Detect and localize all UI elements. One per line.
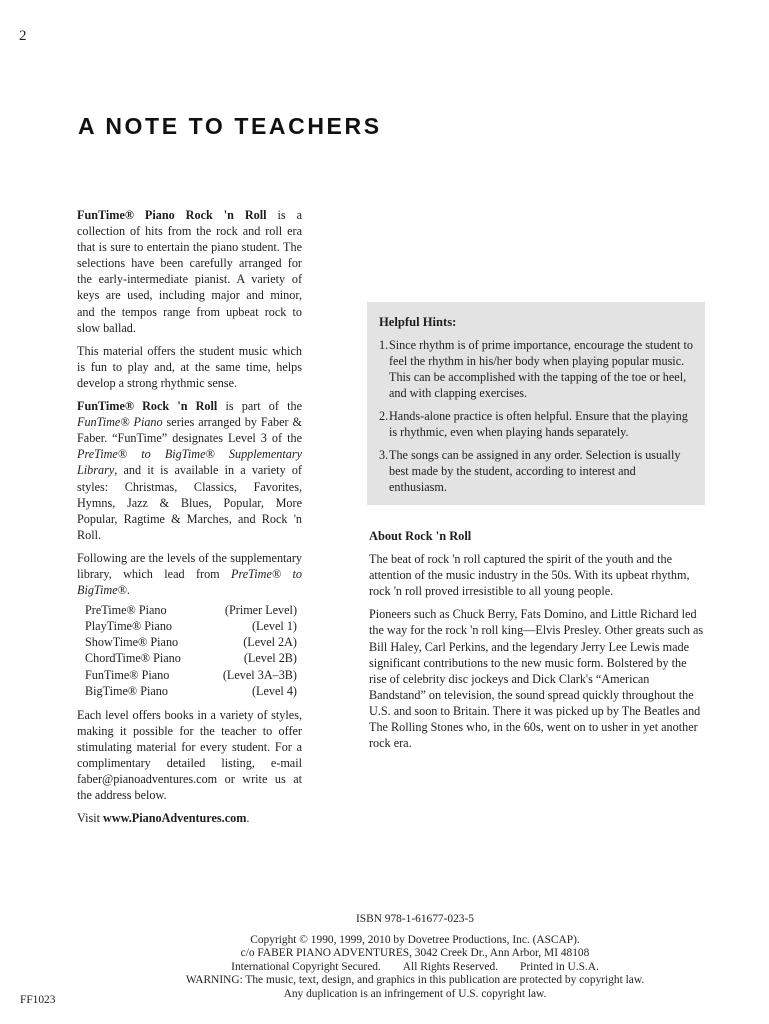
visit-paragraph <box>77 810 302 826</box>
copyright-footer <box>150 913 680 1002</box>
level-row <box>85 667 297 683</box>
levels-intro-a: Following are the levels of the supplementary library, which lead from <box>77 550 302 581</box>
hint-number: 1. <box>379 338 389 352</box>
intro-paragraph <box>77 207 302 336</box>
level-row <box>85 602 297 618</box>
intro-text: is a collection of hits from the rock and roll era that is sure to entertain the piano student. The selections have been carefully arranged for the early-intermediate pianist. A variety of keys are used, including major and minor, and the tempos range from upbeat rock to slow ballad. <box>77 208 302 335</box>
level-value: (Level 2B) <box>243 651 297 666</box>
hint-number: 2. <box>379 409 389 423</box>
left-column <box>77 207 302 833</box>
copyright-line: Copyright © 1990, 1999, 2010 by Dovetree Productions, Inc. (ASCAP). <box>250 933 580 946</box>
helpful-hints-box <box>367 302 705 505</box>
level-name: FunTime® Piano <box>85 667 170 682</box>
page-number: 2 <box>19 28 27 44</box>
duplication-line: Any duplication is an infringement of U.S. copyright law. <box>283 987 547 1000</box>
hint-number: 3. <box>379 448 389 462</box>
series-text-b: series arranged by Faber & Faber. “FunTime” designates Level 3 of the <box>77 415 302 446</box>
series-paragraph <box>77 398 302 543</box>
visit-text: Visit <box>77 811 104 826</box>
rights-line <box>150 961 680 975</box>
level-name: ChordTime® Piano <box>85 651 181 666</box>
level-value: (Primer Level) <box>224 603 297 618</box>
levels-intro-italic: PreTime® to BigTime® <box>77 566 302 598</box>
books-paragraph: Each level offers books in a variety of styles, making it possible for the teacher to offer stimulating material for every student. For a complimentary detailed listing, e-mail faber@pianoadventures.com or write us at the address below. <box>77 707 302 803</box>
secured-text: International Copyright Secured. <box>231 960 381 973</box>
series-italic-1: FunTime® Piano <box>77 415 163 430</box>
levels-intro-b: . <box>126 583 130 598</box>
isbn: ISBN 978-1-61677-023-5 <box>355 913 474 925</box>
hints-heading: Helpful Hints: <box>379 315 457 329</box>
about-paragraph-2: Pioneers such as Chuck Berry, Fats Domino, and Little Richard led the way for the rock 'n roll king—Elvis Presley. Other greats such as Bill Haley, Carl Perkins, and the legendary Jerry Lee Lewis made significant contributions to the new music form. Bolstered by the rise of celebrity disc jockeys and Dick Clark's “American Bandstand” on television, the sound spread quickly throughout the U.S. and soon to Britain. There it was picked up by The Beatles and The Rolling Stones who, in the 60s, went on to usher in yet another rock era. <box>369 607 704 751</box>
levels-list <box>85 602 297 699</box>
levels-intro-paragraph <box>77 550 302 598</box>
series-italic-2: PreTime® to BigTime® Supplementary Library <box>77 447 302 478</box>
level-row <box>85 618 297 634</box>
level-name: BigTime® Piano <box>85 683 168 698</box>
level-row <box>85 634 297 650</box>
about-heading: About Rock 'n Roll <box>369 529 472 543</box>
material-paragraph: This material offers the student music which is fun to play and, at the same time, helps develop a strong rhythmic sense. <box>77 343 302 390</box>
address-line: c/o FABER PIANO ADVENTURES, 3042 Creek Dr., Ann Arbor, MI 48108 <box>240 947 590 960</box>
about-paragraph-1: The beat of rock 'n roll captured the spirit of the youth and the attention of the music industry in the 50s. With its upbeat rhythm, rock 'n roll proved irresistible to all young people. <box>369 552 690 599</box>
series-bold: FunTime® Rock 'n Roll <box>77 399 218 414</box>
hint-text: Since rhythm is of prime importance, encourage the student to feel the rhythm in his/her body when playing popular music. This can be accomplished with the tapping of the toe or heel, and with clapping exercises. <box>389 338 693 400</box>
printed-text: Printed in U.S.A. <box>520 960 599 973</box>
visit-period: . <box>246 811 250 826</box>
hint-item <box>379 447 693 495</box>
series-text-c: , and it is available in a variety of styles: Christmas, Classics, Favorites, Hymns, Jazz & Blues, Popular, More Popular, Ragtime & Marches, and Rock 'n Roll. <box>77 463 302 542</box>
hint-text: The songs can be assigned in any order. Selection is usually best made by the student, according to interest and enthusiasm. <box>389 448 681 494</box>
reserved-text: All Rights Reserved. <box>402 960 499 973</box>
level-row <box>85 683 297 699</box>
level-value: (Level 4) <box>251 683 297 698</box>
series-text-a: is part of the <box>217 399 302 414</box>
level-name: PlayTime® Piano <box>85 619 173 634</box>
hint-item <box>379 337 693 401</box>
level-name: PreTime® Piano <box>85 603 167 618</box>
level-row <box>85 650 297 666</box>
product-code: FF1023 <box>20 994 56 1006</box>
intro-bold: FunTime® Piano Rock 'n Roll <box>77 208 267 222</box>
website-link[interactable]: www.PianoAdventures.com <box>103 811 247 826</box>
level-value: (Level 3A–3B) <box>222 667 297 682</box>
warning-line: WARNING: The music, text, design, and graphics in this publication are protected by copyright law. <box>185 974 645 987</box>
level-value: (Level 2A) <box>243 635 297 650</box>
level-value: (Level 1) <box>251 619 297 634</box>
page-title: A NOTE TO TEACHERS <box>78 113 382 139</box>
level-name: ShowTime® Piano <box>85 635 179 650</box>
about-section <box>369 528 705 758</box>
hint-item <box>379 408 693 440</box>
hint-text: Hands-alone practice is often helpful. Ensure that the playing is rhythmic, even when playing hands separately. <box>389 409 688 439</box>
